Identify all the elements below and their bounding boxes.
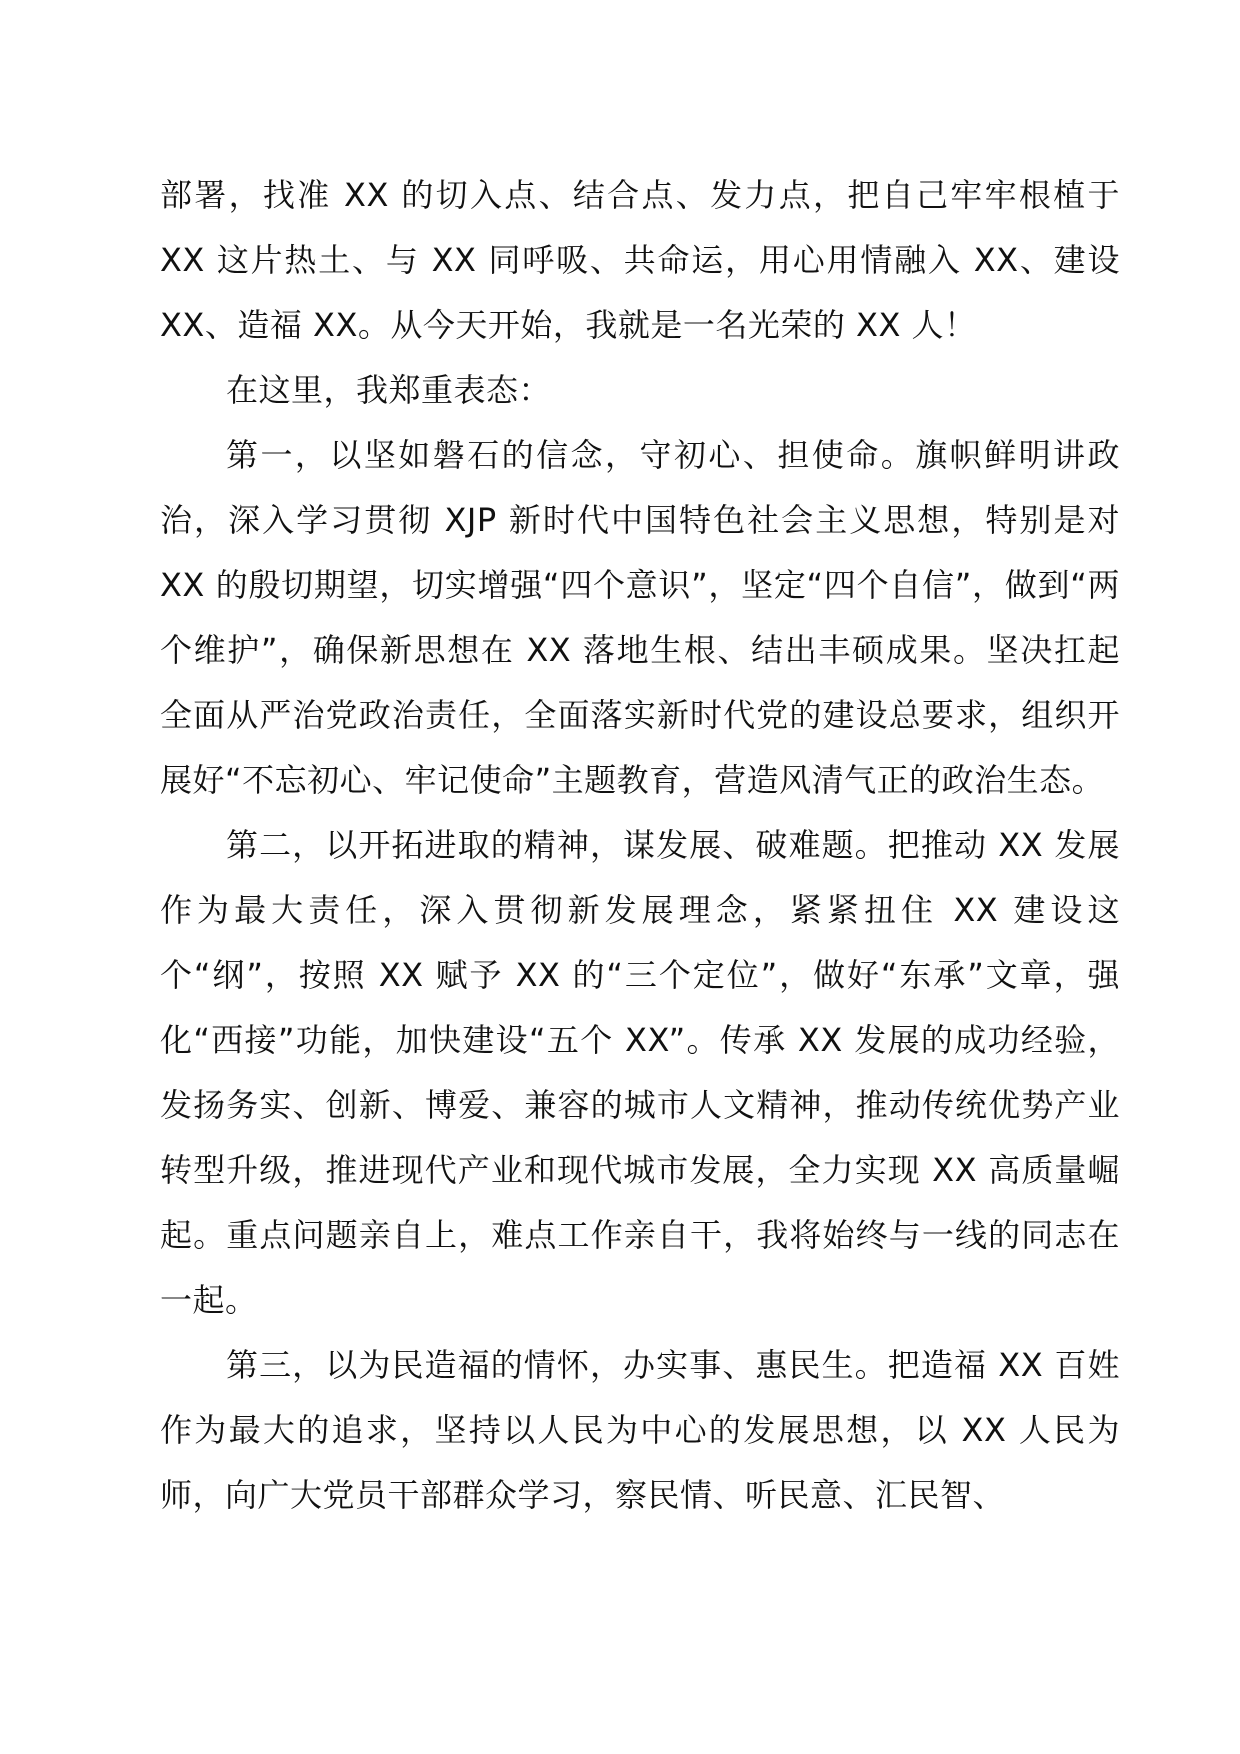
document-body [160, 163, 1120, 1528]
paragraph-second-pledge: 第二，以开拓进取的精神，谋发展、破难题。把推动 XX 发展作为最大责任，深入贯彻新发展理念，紧紧扭住 XX 建设这个“纲”，按照 XX 赋予 XX 的“三个定位”，做好“东承”文章，强化“西接”功能，加快建设“五个 XX”。传承 XX 发展的成功经验，发扬务实、创新、博爱、兼容的城市人文精神，推动传统优势产业转型升级，推进现代产业和现代城市发展，全力实现 XX 高质量崛起。重点问题亲自上，难点工作亲自干，我将始终与一线的同志在一起。 [160, 826, 1120, 1319]
paragraph-statement-intro: 在这里，我郑重表态： [226, 371, 552, 409]
paragraph-first-pledge: 第一，以坚如磐石的信念，守初心、担使命。旗帜鲜明讲政治，深入学习贯彻 XJP 新时代中国特色社会主义思想，特别是对 XX 的殷切期望，切实增强“四个意识”，坚定“四个自信”，做到“两个维护”，确保新思想在 XX 落地生根、结出丰硕成果。坚决扛起全面从严治党政治责任，全面落实新时代党的建设总要求，组织开展好“不忘初心、牢记使命”主题教育，营造风清气正的政治生态。 [160, 436, 1120, 799]
paragraph-continuation: 部署，找准 XX 的切入点、结合点、发力点，把自己牢牢根植于 XX 这片热土、与 XX 同呼吸、共命运，用心用情融入 XX、建设 XX、造福 XX。从今天开始，我就是一名光荣的 XX 人！ [160, 176, 1120, 344]
paragraph-third-pledge: 第三，以为民造福的情怀，办实事、惠民生。把造福 XX 百姓作为最大的追求，坚持以人民为中心的发展思想，以 XX 人民为师，向广大党员干部群众学习，察民情、听民意、汇民智、 [160, 1346, 1120, 1514]
